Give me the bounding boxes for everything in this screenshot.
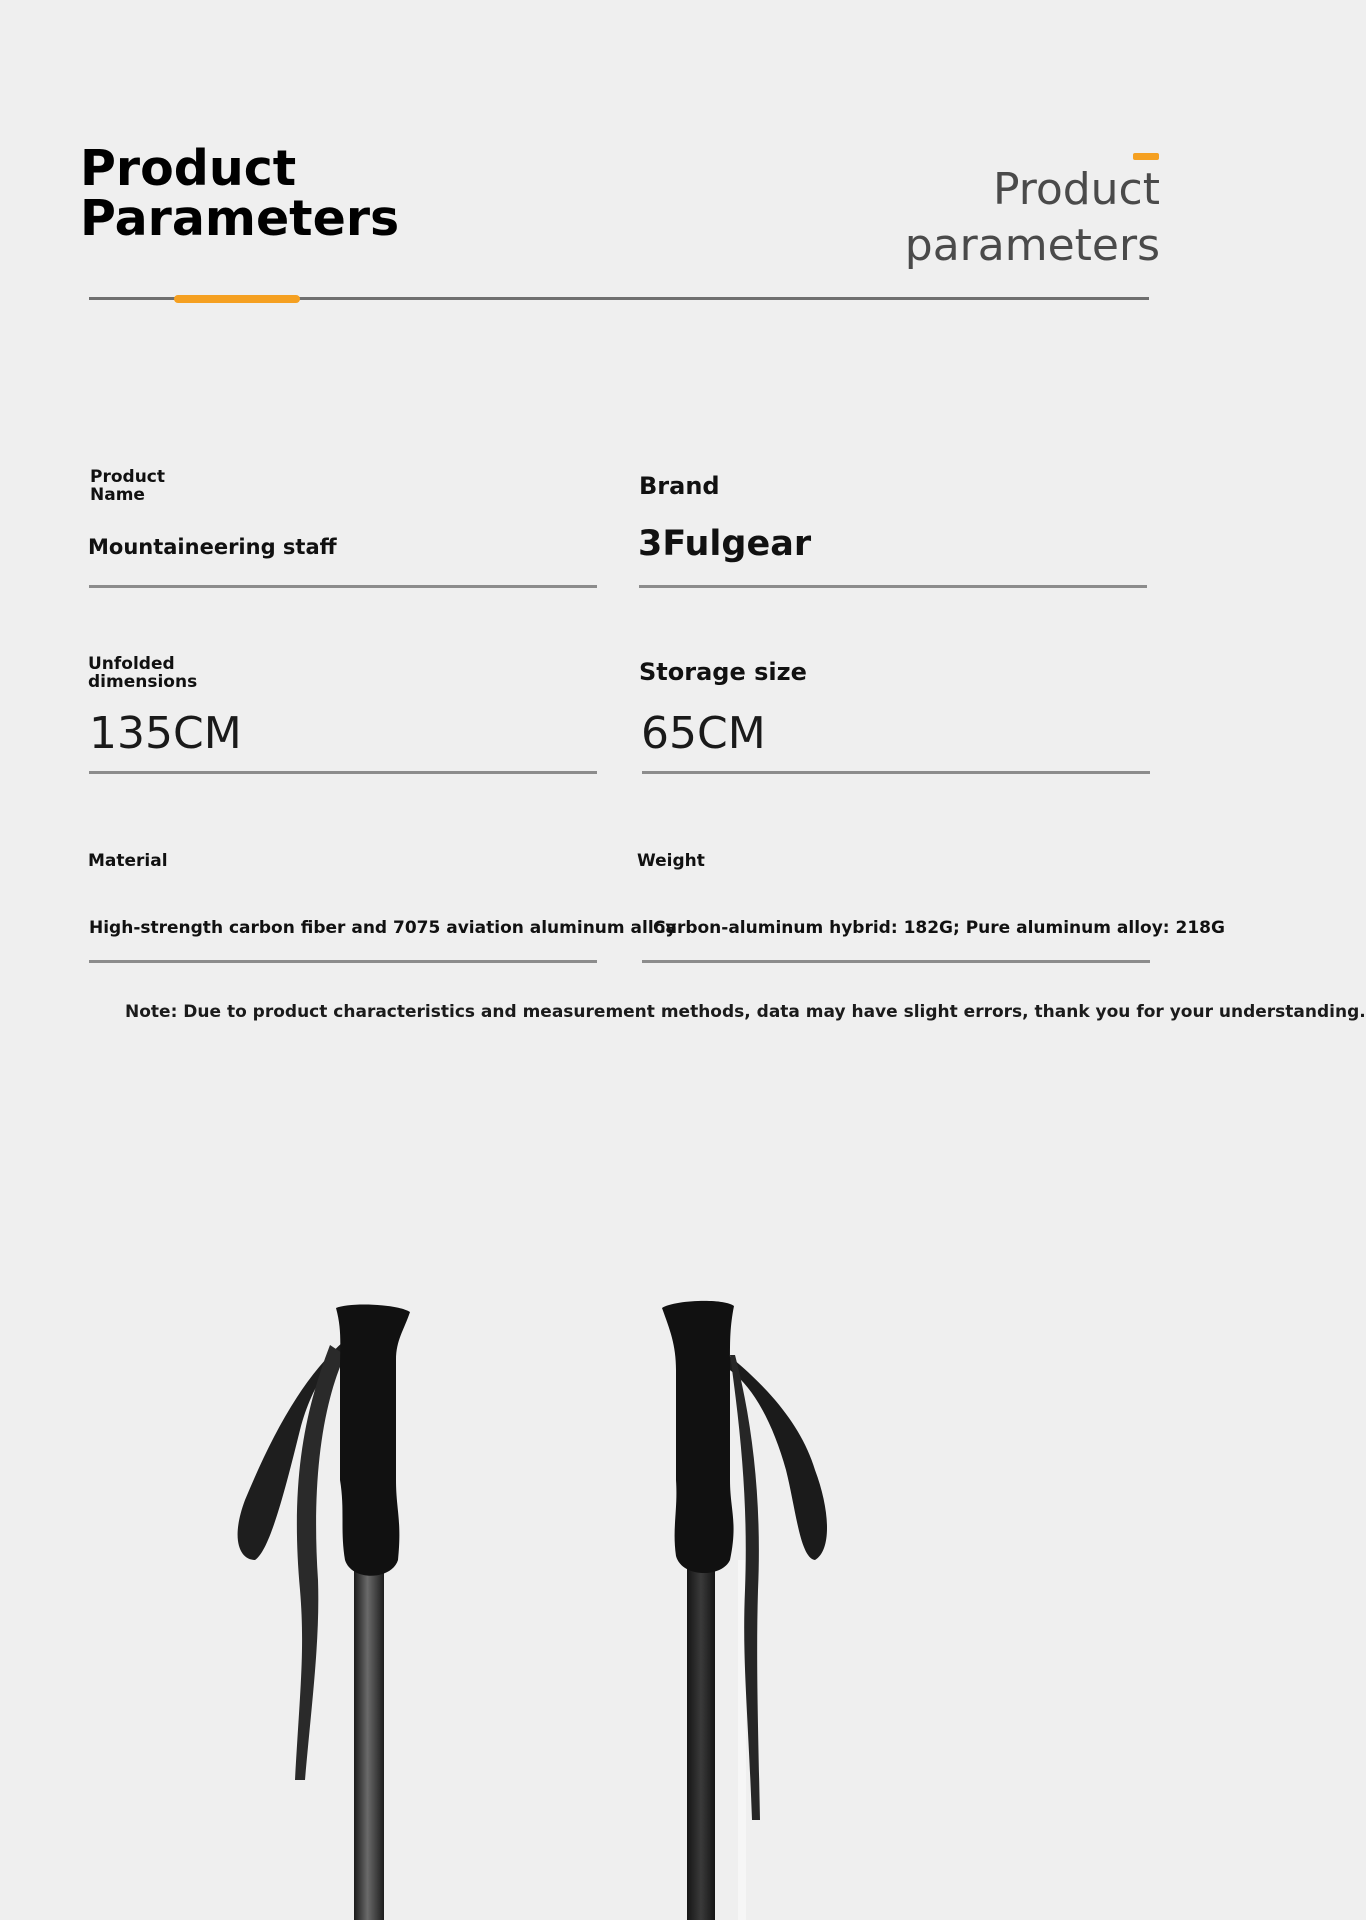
trekking-poles-photo	[0, 1260, 1240, 1920]
storage-rule	[642, 771, 1150, 774]
product-name-label-line-1: Product	[90, 467, 165, 487]
subtitle-right	[780, 162, 1160, 274]
product-name-label	[90, 468, 165, 504]
unfolded-label-line-2: dimensions	[88, 672, 198, 692]
subtitle-line-1: Product	[992, 164, 1160, 215]
unfolded-label	[88, 655, 197, 691]
left-pole	[238, 1305, 410, 1920]
brand-rule	[639, 585, 1147, 588]
weight-rule	[642, 960, 1150, 963]
weight-label: Weight	[637, 851, 705, 871]
product-name-value: Mountaineering staff	[88, 535, 337, 559]
product-name-label-line-2: Name	[90, 485, 145, 505]
title-line-1: Product	[80, 140, 297, 197]
material-label: Material	[88, 851, 168, 871]
unfolded-value: 135CM	[89, 708, 242, 759]
storage-label: Storage size	[639, 658, 807, 686]
right-pole	[662, 1301, 827, 1920]
weight-value: Carbon-aluminum hybrid: 182G; Pure aluminum alloy: 218G	[653, 918, 1225, 938]
product-name-rule	[89, 585, 597, 588]
title-line-2: Parameters	[80, 190, 400, 247]
subtitle-line-2: parameters	[904, 220, 1160, 271]
storage-value: 65CM	[641, 708, 766, 759]
unfolded-label-line-1: Unfolded	[88, 654, 175, 674]
accent-tick	[1133, 153, 1159, 160]
header-accent-bar	[174, 295, 300, 303]
disclaimer-note: Note: Due to product characteristics and measurement methods, data may have slight errors, thank you for your understanding.	[125, 1002, 1366, 1022]
unfolded-rule	[89, 771, 597, 774]
material-rule	[89, 960, 597, 963]
page-title	[80, 140, 500, 247]
material-value: High-strength carbon fiber and 7075 aviation aluminum alloy	[89, 918, 677, 938]
brand-value: 3Fulgear	[638, 524, 812, 564]
brand-label: Brand	[639, 472, 720, 500]
